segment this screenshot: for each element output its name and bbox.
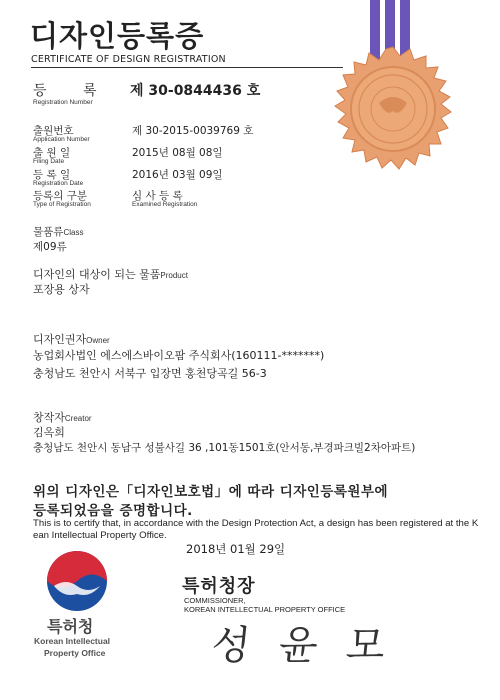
certificate-title: 디자인등록증 — [30, 19, 205, 53]
class-label: 물품류Class — [33, 226, 84, 238]
registration-type-value-en: Examined Registration — [132, 201, 198, 208]
certificate-subtitle: CERTIFICATE OF DESIGN REGISTRATION — [31, 54, 226, 65]
office-name-en-line2: Property Office — [44, 648, 106, 658]
registration-number: 제 30-0844436 호 — [130, 83, 261, 99]
registration-type-value: 심 사 등 록 — [132, 190, 183, 202]
registration-date-label-en: Registration Date — [33, 180, 84, 187]
owner-label: 디자인권자Owner — [33, 333, 110, 346]
creator-address: 충청남도 천안시 동남구 성불사길 36 ,101동1501호(안서동,부경파크빌2차아파트) — [33, 442, 416, 454]
owner-address: 충청남도 천안시 서북구 입장면 홍천당곡길 56-3 — [33, 367, 267, 380]
registration-date-label: 등 록 일 — [33, 169, 71, 181]
declaration-line2: 등록되었음을 증명합니다. — [33, 503, 193, 519]
owner-name: 농업회사법인 에스에스바이오팜 주식회사(160111-*******) — [33, 349, 325, 362]
issue-date: 2018년 01월 29일 — [186, 542, 286, 556]
class-value: 제09류 — [33, 241, 67, 253]
application-number-value: 제 30-2015-0039769 호 — [132, 125, 254, 137]
declaration-en-line1: This is to certify that, in accordance with the Design Protection Act, a design has been registered at the K — [33, 518, 479, 529]
commissioner-title: 특허청장 — [182, 576, 256, 597]
creator-name: 김옥희 — [33, 426, 65, 439]
commissioner-title-en-line2: KOREAN INTELLECTUAL PROPERTY OFFICE — [184, 605, 346, 614]
gold-seal-icon — [328, 44, 458, 174]
registration-type-label-en: Type of Registration — [33, 201, 91, 208]
header-divider — [31, 67, 343, 68]
product-label: 디자인의 대상이 되는 물품Product — [33, 268, 188, 281]
registration-type-label: 등록의 구분 — [33, 190, 88, 202]
office-name-en-line1: Korean Intellectual — [34, 636, 111, 646]
commissioner-title-en-line1: COMMISSIONER, — [184, 596, 246, 605]
product-value: 포장용 상자 — [33, 283, 90, 296]
registration-label-en: Registration Number — [33, 99, 93, 106]
registration-label: 등 록 — [33, 83, 113, 99]
commissioner-signature: 성 윤 모 — [209, 623, 396, 669]
declaration-en-line2: ean Intellectual Property Office. — [33, 530, 167, 541]
declaration-line1: 위의 디자인은「디자인보호법」에 따라 디자인등록원부에 — [33, 484, 389, 500]
application-number-label-en: Application Number — [33, 136, 90, 143]
kipo-logo-icon — [44, 548, 110, 614]
filing-date-value: 2015년 08월 08일 — [132, 147, 223, 159]
application-number-label: 출원번호 — [33, 125, 74, 137]
filing-date-label-en: Filing Date — [33, 158, 65, 165]
registration-date-value: 2016년 03월 09일 — [132, 169, 223, 181]
creator-label: 창작자Creator — [33, 411, 92, 424]
office-name: 특허청 — [47, 617, 94, 636]
filing-date-label: 출 원 일 — [33, 147, 71, 159]
